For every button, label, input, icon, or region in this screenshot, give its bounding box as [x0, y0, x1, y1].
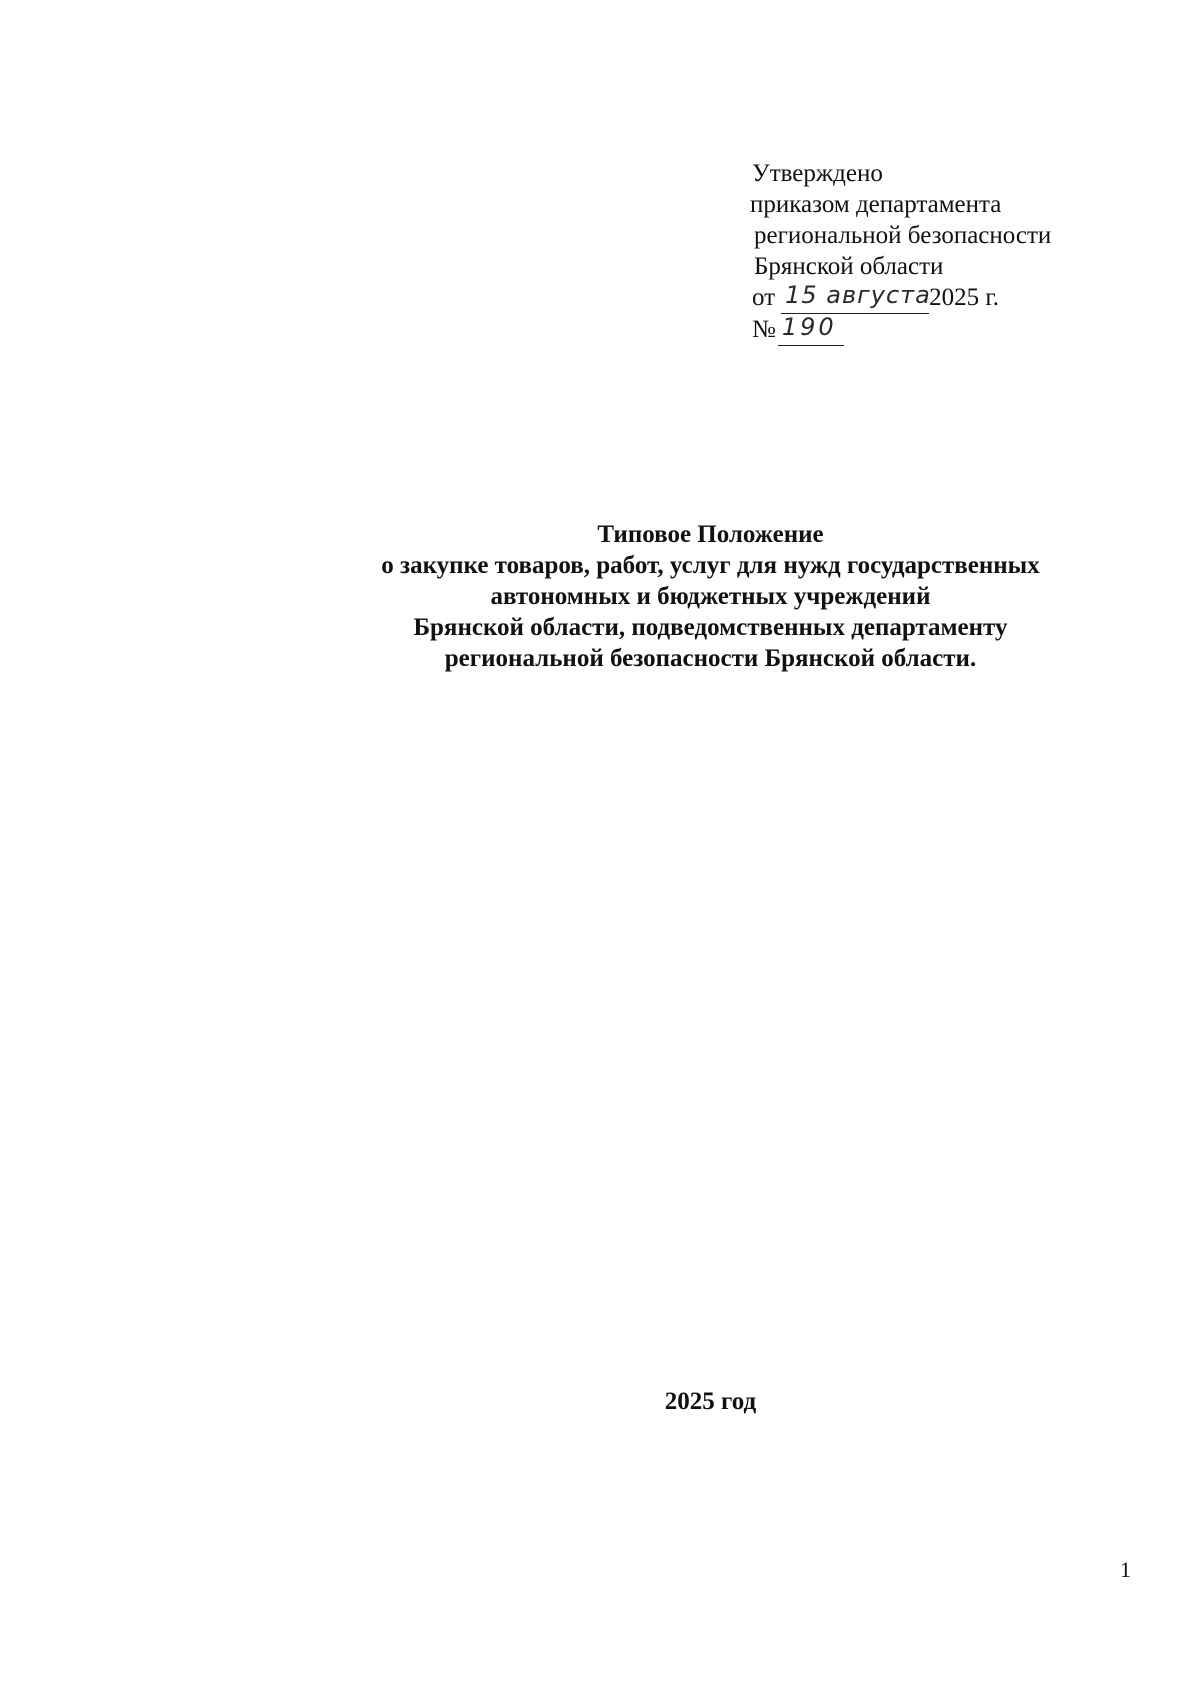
- approval-department-line: региональной безопасности: [754, 222, 1052, 249]
- handwritten-date: 15 августа: [785, 281, 931, 309]
- approved-label: Утверждено: [752, 160, 883, 187]
- date-prefix: от: [752, 284, 776, 311]
- date-blank: [781, 282, 929, 314]
- date-suffix: 2025 г.: [929, 284, 1000, 311]
- title-line-5: региональной безопасности Брянской области.: [444, 645, 977, 672]
- number-prefix: №: [752, 316, 776, 343]
- approval-region-line: Брянской области: [754, 253, 944, 280]
- approval-order-line: приказом департамента: [750, 191, 1002, 218]
- title-line-3: автономных и бюджетных учреждений: [490, 583, 931, 610]
- title-line-4: Брянской области, подведомственных департаменту: [413, 614, 1008, 641]
- approval-number-line: [752, 314, 1051, 346]
- number-blank: [778, 314, 844, 346]
- title-line-2: о закупке товаров, работ, услуг для нужд государственных: [381, 552, 1040, 579]
- document-title: [0, 519, 1200, 674]
- approval-stamp: [752, 158, 1051, 346]
- document-year: 2025 год: [664, 1388, 757, 1415]
- handwritten-number: 190: [781, 313, 837, 341]
- page-number: 1: [1120, 1557, 1131, 1582]
- title-line-1: Типовое Положение: [597, 521, 824, 548]
- approval-date-line: [752, 282, 1051, 314]
